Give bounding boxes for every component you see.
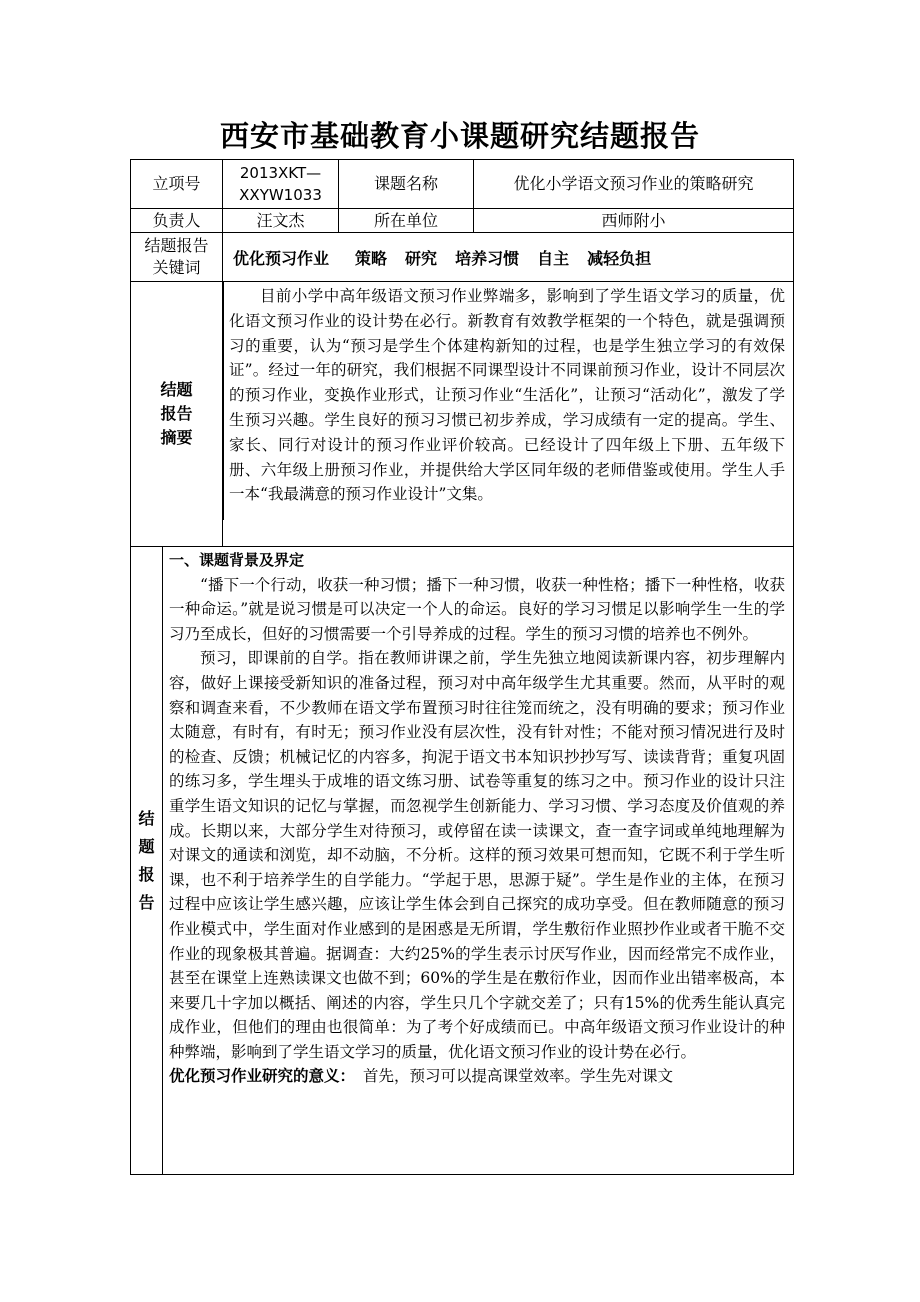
report-paragraph-1: “播下一个行动，收获一种习惯；播下一种习惯，收获一种性格；播下一种性格，收获一种命运。”就是说习惯是可以决定一个人的命运。良好的学习习惯足以影响学生一生的学习乃至成长，但好的习惯需要一个引导养成的过程。学生的预习习惯的培养也不例外。 bbox=[169, 575, 786, 643]
summary-row bbox=[131, 282, 794, 547]
report-row bbox=[131, 547, 794, 1175]
unit-value: 西师附小 bbox=[474, 209, 794, 233]
leader-value: 汪文杰 bbox=[223, 209, 339, 233]
keyword-item: 优化预习作业 bbox=[233, 248, 330, 268]
keyword-item: 自主 bbox=[537, 248, 570, 268]
significance-heading: 优化预习作业研究的意义： bbox=[169, 1067, 356, 1086]
report-text-block bbox=[163, 548, 793, 1089]
summary-label-2: 报告 bbox=[160, 404, 193, 423]
project-no-value bbox=[223, 160, 339, 209]
topic-label: 课题名称 bbox=[339, 160, 474, 209]
keyword-item: 培养习惯 bbox=[455, 248, 520, 268]
keyword-item: 研究 bbox=[405, 248, 438, 268]
leader-label: 负责人 bbox=[131, 209, 223, 233]
report-label-4: 告 bbox=[138, 892, 155, 912]
keyword-item: 减轻负担 bbox=[587, 248, 652, 268]
section-heading: 一、课题背景及界定 bbox=[169, 551, 305, 569]
summary-inner-divider bbox=[223, 282, 224, 520]
report-label-3: 报 bbox=[138, 864, 155, 884]
keywords-value bbox=[223, 233, 794, 282]
topic-value: 优化小学语文预习作业的策略研究 bbox=[474, 160, 794, 209]
summary-text: 目前小学中高年级语文预习作业弊端多，影响到了学生语文学习的质量，优化语文预习作业的设计势在必行。新教育有效教学框架的一个特色，就是强调预习的重要，认为“预习是学生个体建构新知的过程，也是学生独立学习的有效保证”。经过一年的研究，我们根据不同课型设计不同课前预习作业，设计不同层次的预习作业，变换作业形式，让预习作业“生活化”，让预习“活动化”，激发了学生预习兴趣。学生良好的预习习惯已初步养成，学习成绩有一定的提高。学生、家长、同行对设计的预习作业评价较高。已经设计了四年级上下册、五年级下册、六年级上册预习作业，并提供给大学区同年级的老师借鉴或使用。学生人手一本“我最满意的预习作业设计”文集。 bbox=[229, 287, 786, 504]
report-label-2: 题 bbox=[138, 836, 155, 856]
summary-content bbox=[223, 282, 794, 547]
summary-label-1: 结题 bbox=[160, 380, 193, 399]
page-title: 西安市基础教育小课题研究结题报告 bbox=[219, 119, 700, 153]
report-label bbox=[131, 547, 163, 1175]
summary-text-block bbox=[223, 284, 793, 507]
summary-label-3: 摘要 bbox=[160, 428, 193, 447]
report-paragraph-2: 预习，即课前的自学。指在教师讲课之前，学生先独立地阅读新课内容，初步理解内容，做好上课接受新知识的准备过程，预习对中高年级学生尤其重要。然而，从平时的观察和调查来看，不少教师在语文学布置预习时往往笼而统之，没有明确的要求；预习作业太随意，有时有，有时无；预习作业没有层次性，没有针对性；不能对预习情况进行及时的检查、反馈；机械记忆的内容多，拘泥于语文书本知识抄抄写写、读读背背；重复巩固的练习多，学生埋头于成堆的语文练习册、试卷等重复的练习之中。预习作业的设计只注重学生语文知识的记忆与掌握，而忽视学生创新能力、学习习惯、学习态度及价值观的养成。长期以来，大部分学生对待预习，或停留在读一读课文，查一查字词或单纯地理解为对课文的通读和浏览，却不动脑，不分析。这样的预习效果可想而知，它既不利于学生听课，也不利于培养学生的自学能力。“学起于思，思源于疑”。学生是作业的主体，在预习过程中应该让学生感兴趣，应该让学生体会到自己探究的成功享受。但在教师随意的预习作业模式中，学生面对作业感到的是困惑是无所谓，学生敷衍作业照抄作业或者干脆不交作业的现象极其普遍。据调查：大约25%的学生表示讨厌写作业，因而经常完不成作业，甚至在课堂上连熟读课文也做不到；60%的学生是在敷衍作业，因而作业出错率极高，本来要几十字加以概括、阐述的内容，学生只几个字就交差了；只有15%的优秀生能认真完成作业，但他们的理由也很简单：为了考个好成绩而已。中高年级语文预习作业设计的种种弊端，影响到了学生语文学习的质量，优化语文预习作业的设计势在必行。 bbox=[169, 649, 786, 1061]
keywords-row bbox=[131, 233, 794, 282]
project-row bbox=[131, 160, 794, 209]
keyword-item: 策略 bbox=[355, 248, 388, 268]
unit-label: 所在单位 bbox=[339, 209, 474, 233]
leader-row bbox=[131, 209, 794, 233]
keywords-label-line1: 结题报告 bbox=[144, 236, 209, 255]
keywords-label bbox=[131, 233, 223, 282]
summary-label bbox=[131, 282, 223, 547]
project-no-line1: 2013XKT— bbox=[239, 164, 322, 182]
project-no-label: 立项号 bbox=[131, 160, 223, 209]
project-no-line2: XXYW1033 bbox=[239, 186, 322, 204]
keywords-label-line2: 关键词 bbox=[152, 258, 201, 277]
report-label-1: 结 bbox=[138, 808, 155, 828]
report-table bbox=[130, 159, 794, 1175]
report-content bbox=[163, 547, 794, 1175]
significance-paragraph bbox=[169, 1064, 785, 1089]
significance-text: 首先，预习可以提高课堂效率。学生先对课文 bbox=[363, 1067, 674, 1086]
